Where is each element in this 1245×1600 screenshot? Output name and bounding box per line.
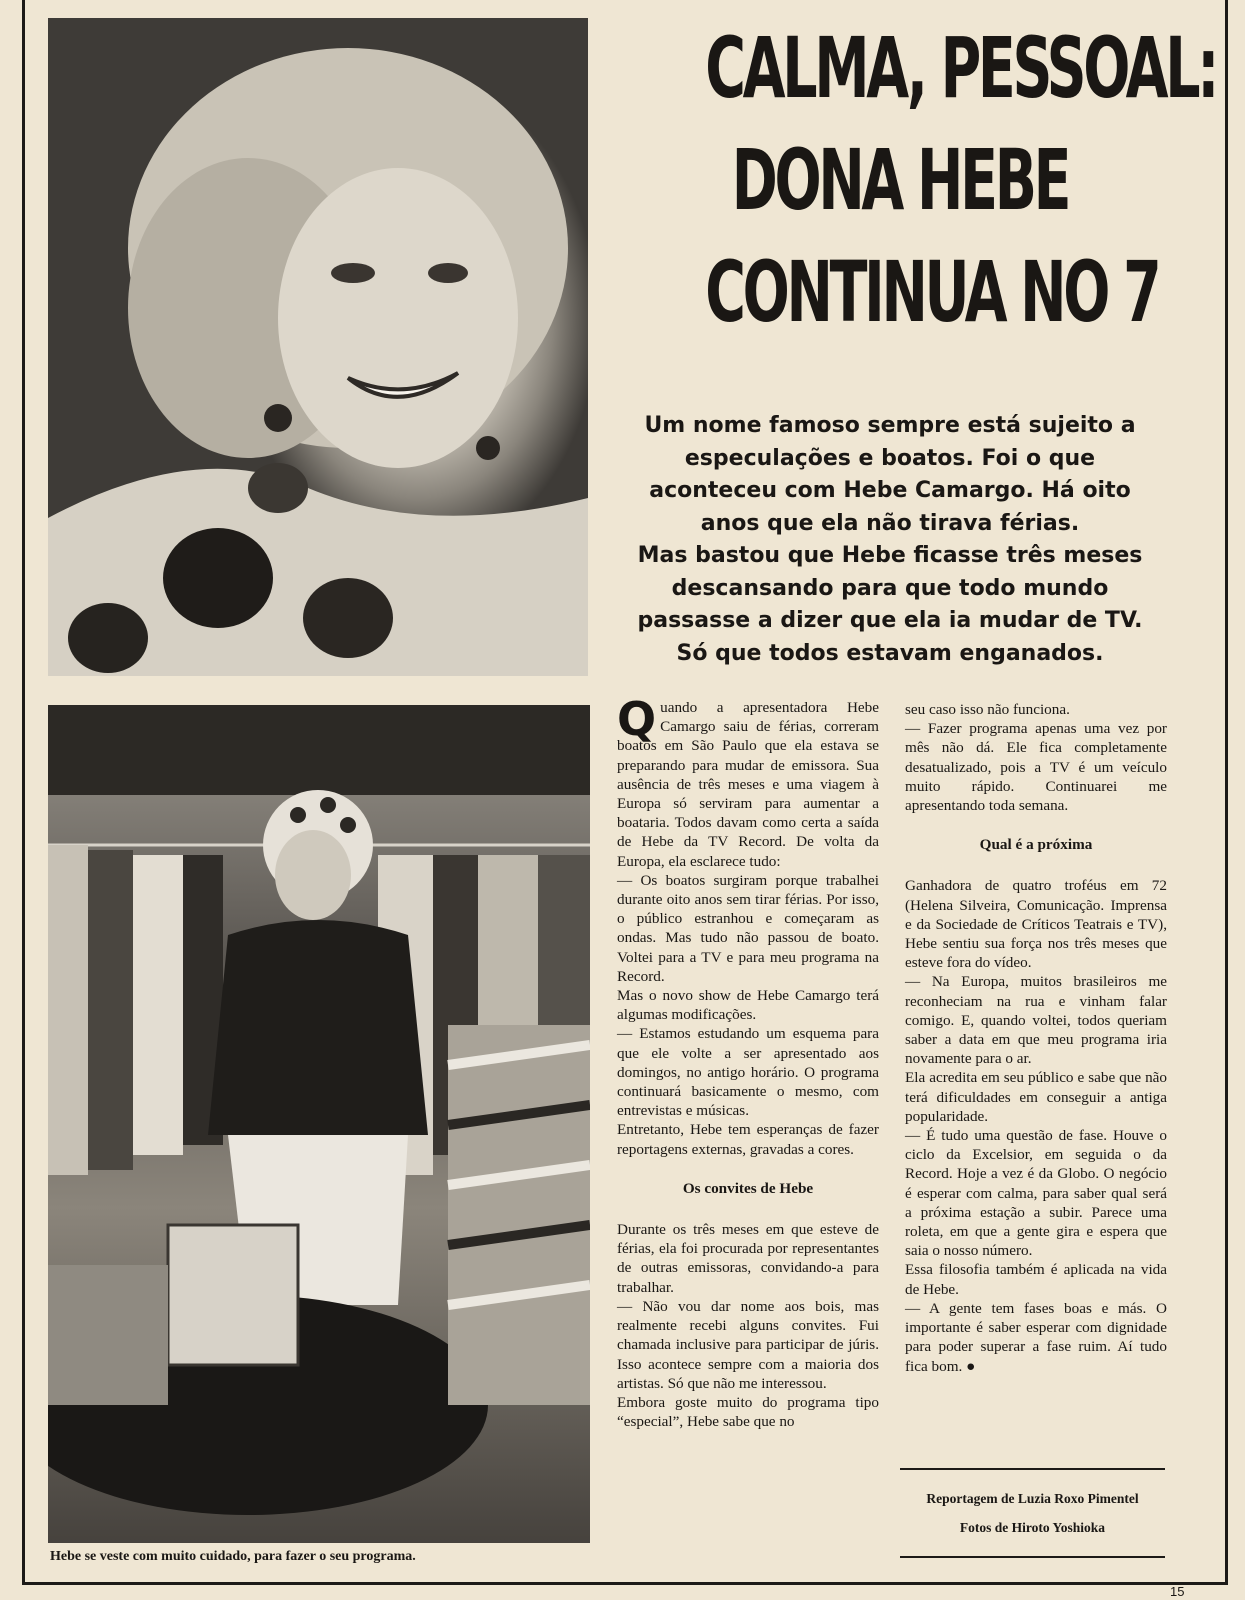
credits-rule-top (900, 1468, 1165, 1470)
deck (600, 410, 1180, 670)
article-column-1 (617, 692, 879, 1431)
portrait-photo (48, 18, 588, 676)
article-paragraph: Durante os três meses em que esteve de férias, ela foi procurada por representantes de outras emissoras, convidando-a para trabalhar. (617, 1221, 879, 1296)
article-paragraph: — É tudo uma questão de fase. Houve o ciclo da Excelsior, em seguida o da Record. Hoje a vez é da Globo. O negócio é esperar com calma, para saber qual será a próxima estação a subir. Parece uma roleta, em que a gente gira e espera que saia o nosso número. (905, 1127, 1167, 1260)
article-paragraph: — Fazer programa apenas uma vez por mês não dá. Ele fica completamente desatualizado, pois a TV é um veículo muito rápido. Continuarei me apresentando toda semana. (905, 720, 1167, 815)
deck-line: descansando para que todo mundo (671, 575, 1109, 601)
deck-line: anos que ela não tirava férias. (700, 510, 1080, 536)
subhead: Os convites de Hebe (682, 1179, 814, 1197)
article-paragraph: Ganhadora de quatro troféus em 72 (Helena Silveira, Comunicação. Imprensa e da Sociedade de Críticos Teatrais e TV), Hebe sentiu sua força nos três meses que esteve fora do vídeo. (905, 877, 1167, 972)
deck-line: Mas bastou que Hebe ficasse três meses (637, 543, 1143, 568)
headline (705, 12, 1217, 348)
credits (900, 1484, 1165, 1542)
headline-line-2: DONA HEBE (731, 131, 1069, 229)
article-paragraph: — A gente tem fases boas e más. O importante é saber esperar com dignidade para poder superar a fase ruim. Aí tudo fica bom. ● (905, 1299, 1167, 1375)
article-paragraph: Entretanto, Hebe tem esperanças de fazer reportagens externas, gravadas a cores. (617, 1121, 879, 1158)
article-paragraph: — Na Europa, muitos brasileiros me reconheciam na rua e vinham falar comigo. E, quando voltei, todos queriam saber a data em que meu programa iria novamente para o ar. (905, 973, 1167, 1068)
article-paragraph: — Os boatos surgiram porque trabalhei durante oito anos sem tirar férias. Por isso, o público estranhou e começaram as ondas. Mas tudo não passou de boato. Voltei para a TV e para meu programa na Record. (617, 871, 879, 985)
article-paragraph: Essa filosofia também é aplicada na vida de Hebe. (905, 1261, 1167, 1298)
deck-line: Só que todos estavam enganados. (676, 640, 1104, 666)
deck-line: passasse a dizer que ela ia mudar de TV. (637, 608, 1143, 633)
wardrobe-photo (48, 705, 590, 1543)
deck-line: aconteceu com Hebe Camargo. Há oito (649, 478, 1131, 503)
article-paragraph: seu caso isso não funciona. (905, 701, 1070, 718)
headline-line-1: CALMA, PESSOAL: (705, 19, 1217, 117)
article-paragraph: Mas o novo show de Hebe Camargo terá algumas modificações. (617, 987, 879, 1024)
deck-line: especulações e boatos. Foi o que (684, 445, 1096, 471)
photo-caption: Hebe se veste com muito cuidado, para fazer o seu programa. (50, 1549, 416, 1564)
article-paragraph: Embora goste muito do programa tipo “especial”, Hebe sabe que no (617, 1393, 879, 1431)
article-paragraph: — Estamos estudando um esquema para que ele volte a ser apresentado aos domingos, no antigo horário. O programa continuará basicamente o mesmo, com entrevistas e músicas. (617, 1025, 879, 1120)
page-number: 15 (1170, 1584, 1185, 1599)
article-paragraph: Quando a apresentadora Hebe Camargo saiu de férias, correram boatos em São Paulo que ela estava se preparando para mudar de emissora. Sua ausência de três meses e uma viagem à Europa só serviram para aumentar a boataria. Todos davam como certa a saída de Hebe da TV Record. De volta da Europa, ela esclarece tudo: (617, 692, 879, 870)
headline-line-3: CONTINUA NO 7 (705, 243, 1159, 341)
credit-photos: Fotos de Hiroto Yoshioka (959, 1520, 1106, 1535)
article-paragraph: Ela acredita em seu público e sabe que não terá dificuldades em conseguir a antiga popularidade. (905, 1069, 1167, 1125)
credits-rule-bottom (900, 1556, 1165, 1558)
subhead: Qual é a próxima (979, 836, 1093, 854)
drop-cap: Q (617, 692, 657, 746)
article-paragraph: — Não vou dar nome aos bois, mas realmente recebi alguns convites. Fui chamada inclusive para participar de júris. Isso acontece sempre com a maioria dos artistas. Só que não me interessou. (617, 1297, 879, 1392)
article-column-2 (905, 700, 1167, 1376)
credit-report: Reportagem de Luzia Roxo Pimentel (926, 1491, 1139, 1506)
deck-line: Um nome famoso sempre está sujeito a (644, 413, 1136, 438)
